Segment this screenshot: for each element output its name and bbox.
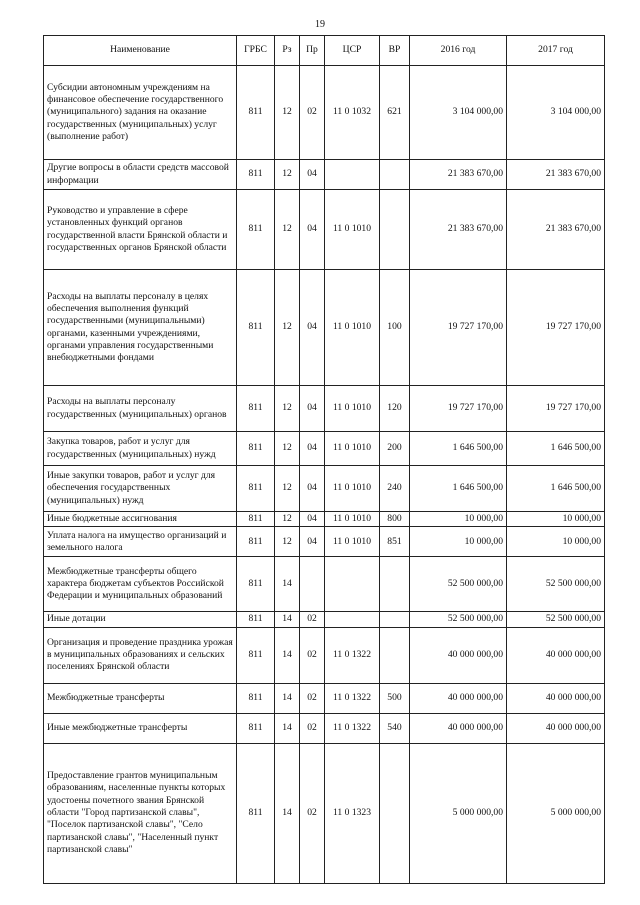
cell-pr: 04 [300, 160, 325, 190]
cell-name: Иные бюджетные ассигнования [44, 512, 237, 527]
cell-rz: 12 [275, 527, 300, 557]
cell-rz: 12 [275, 190, 300, 270]
cell-pr: 02 [300, 683, 325, 713]
table-row [44, 713, 605, 743]
table-row [44, 683, 605, 713]
cell-y2017: 40 000 000,00 [507, 713, 605, 743]
cell-pr: 04 [300, 190, 325, 270]
cell-y2017: 52 500 000,00 [507, 557, 605, 612]
cell-name: Иные закупки товаров, работ и услуг для обеспечения государственных (муниципальных) нужд [44, 466, 237, 512]
table-row [44, 612, 605, 627]
cell-grbs: 811 [237, 270, 275, 386]
cell-grbs: 811 [237, 612, 275, 627]
cell-name: Расходы на выплаты персоналу в целях обеспечения выполнения функций государственными (муниципальными) органами, казенными учреждениями, органами управления государственными внебюджетными фондами [44, 270, 237, 386]
cell-csr [325, 557, 380, 612]
cell-rz: 12 [275, 386, 300, 432]
cell-grbs: 811 [237, 466, 275, 512]
cell-rz: 14 [275, 713, 300, 743]
header-2017: 2017 год [507, 36, 605, 66]
cell-rz: 14 [275, 557, 300, 612]
cell-pr: 02 [300, 743, 325, 883]
cell-rz: 12 [275, 432, 300, 466]
cell-grbs: 811 [237, 190, 275, 270]
cell-y2016: 52 500 000,00 [410, 612, 507, 627]
table-row [44, 190, 605, 270]
cell-rz: 12 [275, 66, 300, 160]
cell-y2017: 1 646 500,00 [507, 466, 605, 512]
cell-rz: 14 [275, 743, 300, 883]
cell-y2016: 10 000,00 [410, 512, 507, 527]
cell-vr: 851 [380, 527, 410, 557]
cell-y2017: 5 000 000,00 [507, 743, 605, 883]
cell-pr: 02 [300, 627, 325, 683]
table-row [44, 627, 605, 683]
cell-name: Субсидии автономным учреждениям на финансовое обеспечение государственного (муниципального) задания на оказание государственных (муниципальных) услуг (выполнение работ) [44, 66, 237, 160]
cell-rz: 12 [275, 270, 300, 386]
cell-y2017: 19 727 170,00 [507, 386, 605, 432]
table-row [44, 466, 605, 512]
cell-y2017: 1 646 500,00 [507, 432, 605, 466]
header-rz: Рз [275, 36, 300, 66]
header-name: Наименование [44, 36, 237, 66]
cell-csr: 11 0 1010 [325, 512, 380, 527]
cell-csr: 11 0 1323 [325, 743, 380, 883]
cell-grbs: 811 [237, 713, 275, 743]
header-vr: ВР [380, 36, 410, 66]
cell-y2017: 40 000 000,00 [507, 627, 605, 683]
cell-rz: 12 [275, 160, 300, 190]
cell-vr [380, 743, 410, 883]
header-2016: 2016 год [410, 36, 507, 66]
cell-y2017: 10 000,00 [507, 527, 605, 557]
cell-csr [325, 160, 380, 190]
cell-y2016: 1 646 500,00 [410, 466, 507, 512]
cell-y2017: 19 727 170,00 [507, 270, 605, 386]
cell-y2016: 19 727 170,00 [410, 270, 507, 386]
cell-name: Иные дотации [44, 612, 237, 627]
cell-vr: 200 [380, 432, 410, 466]
cell-name: Закупка товаров, работ и услуг для государственных (муниципальных) нужд [44, 432, 237, 466]
cell-pr: 04 [300, 527, 325, 557]
cell-grbs: 811 [237, 527, 275, 557]
header-csr: ЦСР [325, 36, 380, 66]
cell-pr: 02 [300, 66, 325, 160]
cell-y2016: 10 000,00 [410, 527, 507, 557]
table-body [44, 66, 605, 884]
cell-vr [380, 190, 410, 270]
cell-rz: 14 [275, 612, 300, 627]
cell-name: Руководство и управление в сфере установленных функций органов государственной власти Брянской области и государственных органов Брянской области [44, 190, 237, 270]
table-row [44, 386, 605, 432]
cell-name: Другие вопросы в области средств массовой информации [44, 160, 237, 190]
cell-pr: 04 [300, 466, 325, 512]
cell-csr: 11 0 1322 [325, 683, 380, 713]
cell-vr: 240 [380, 466, 410, 512]
cell-vr [380, 627, 410, 683]
cell-pr: 04 [300, 512, 325, 527]
cell-rz: 14 [275, 683, 300, 713]
cell-vr: 100 [380, 270, 410, 386]
cell-y2017: 3 104 000,00 [507, 66, 605, 160]
cell-csr [325, 612, 380, 627]
table-row [44, 743, 605, 883]
cell-rz: 12 [275, 466, 300, 512]
cell-csr: 11 0 1032 [325, 66, 380, 160]
table-row [44, 512, 605, 527]
header-grbs: ГРБС [237, 36, 275, 66]
table-row [44, 160, 605, 190]
cell-csr: 11 0 1322 [325, 627, 380, 683]
cell-pr: 02 [300, 713, 325, 743]
cell-name: Расходы на выплаты персоналу государственных (муниципальных) органов [44, 386, 237, 432]
cell-grbs: 811 [237, 386, 275, 432]
cell-csr: 11 0 1322 [325, 713, 380, 743]
cell-name: Уплата налога на имущество организаций и земельного налога [44, 527, 237, 557]
cell-y2016: 40 000 000,00 [410, 627, 507, 683]
page-number: 19 [315, 19, 325, 30]
cell-vr [380, 160, 410, 190]
cell-y2017: 21 383 670,00 [507, 190, 605, 270]
cell-y2016: 5 000 000,00 [410, 743, 507, 883]
cell-name: Предоставление грантов муниципальным образованиям, населенные пункты которых удостоены почетного звания Брянской области "Город партизанской славы", "Поселок партизанской славы", "Село партизанской славы", "Населенный пункт партизанской славы" [44, 743, 237, 883]
table-row [44, 557, 605, 612]
cell-vr [380, 557, 410, 612]
cell-name: Организация и проведение праздника урожая в муниципальных образованиях и сельских поселениях Брянской области [44, 627, 237, 683]
cell-name: Межбюджетные трансферты [44, 683, 237, 713]
cell-y2016: 52 500 000,00 [410, 557, 507, 612]
cell-pr: 04 [300, 270, 325, 386]
table-row [44, 527, 605, 557]
cell-y2016: 40 000 000,00 [410, 683, 507, 713]
cell-y2016: 3 104 000,00 [410, 66, 507, 160]
cell-y2016: 19 727 170,00 [410, 386, 507, 432]
cell-rz: 14 [275, 627, 300, 683]
cell-vr: 800 [380, 512, 410, 527]
cell-grbs: 811 [237, 743, 275, 883]
cell-pr: 04 [300, 386, 325, 432]
cell-grbs: 811 [237, 160, 275, 190]
cell-csr: 11 0 1010 [325, 190, 380, 270]
cell-grbs: 811 [237, 432, 275, 466]
budget-table [43, 35, 605, 884]
cell-y2017: 52 500 000,00 [507, 612, 605, 627]
header-pr: Пр [300, 36, 325, 66]
table-row [44, 432, 605, 466]
cell-grbs: 811 [237, 627, 275, 683]
table-row [44, 270, 605, 386]
cell-y2016: 40 000 000,00 [410, 713, 507, 743]
cell-y2016: 1 646 500,00 [410, 432, 507, 466]
header-row [44, 36, 605, 66]
cell-grbs: 811 [237, 683, 275, 713]
cell-vr: 540 [380, 713, 410, 743]
cell-y2017: 21 383 670,00 [507, 160, 605, 190]
cell-rz: 12 [275, 512, 300, 527]
cell-y2017: 10 000,00 [507, 512, 605, 527]
cell-csr: 11 0 1010 [325, 432, 380, 466]
cell-y2016: 21 383 670,00 [410, 160, 507, 190]
cell-name: Межбюджетные трансферты общего характера бюджетам субъектов Российской Федерации и муниципальных образований [44, 557, 237, 612]
cell-vr: 500 [380, 683, 410, 713]
cell-csr: 11 0 1010 [325, 386, 380, 432]
cell-csr: 11 0 1010 [325, 527, 380, 557]
table-row [44, 66, 605, 160]
cell-vr: 120 [380, 386, 410, 432]
cell-y2016: 21 383 670,00 [410, 190, 507, 270]
cell-grbs: 811 [237, 512, 275, 527]
cell-pr: 04 [300, 432, 325, 466]
cell-y2017: 40 000 000,00 [507, 683, 605, 713]
cell-pr: 02 [300, 612, 325, 627]
cell-csr: 11 0 1010 [325, 270, 380, 386]
cell-name: Иные межбюджетные трансферты [44, 713, 237, 743]
cell-grbs: 811 [237, 66, 275, 160]
cell-csr: 11 0 1010 [325, 466, 380, 512]
cell-vr: 621 [380, 66, 410, 160]
cell-pr [300, 557, 325, 612]
cell-vr [380, 612, 410, 627]
cell-grbs: 811 [237, 557, 275, 612]
